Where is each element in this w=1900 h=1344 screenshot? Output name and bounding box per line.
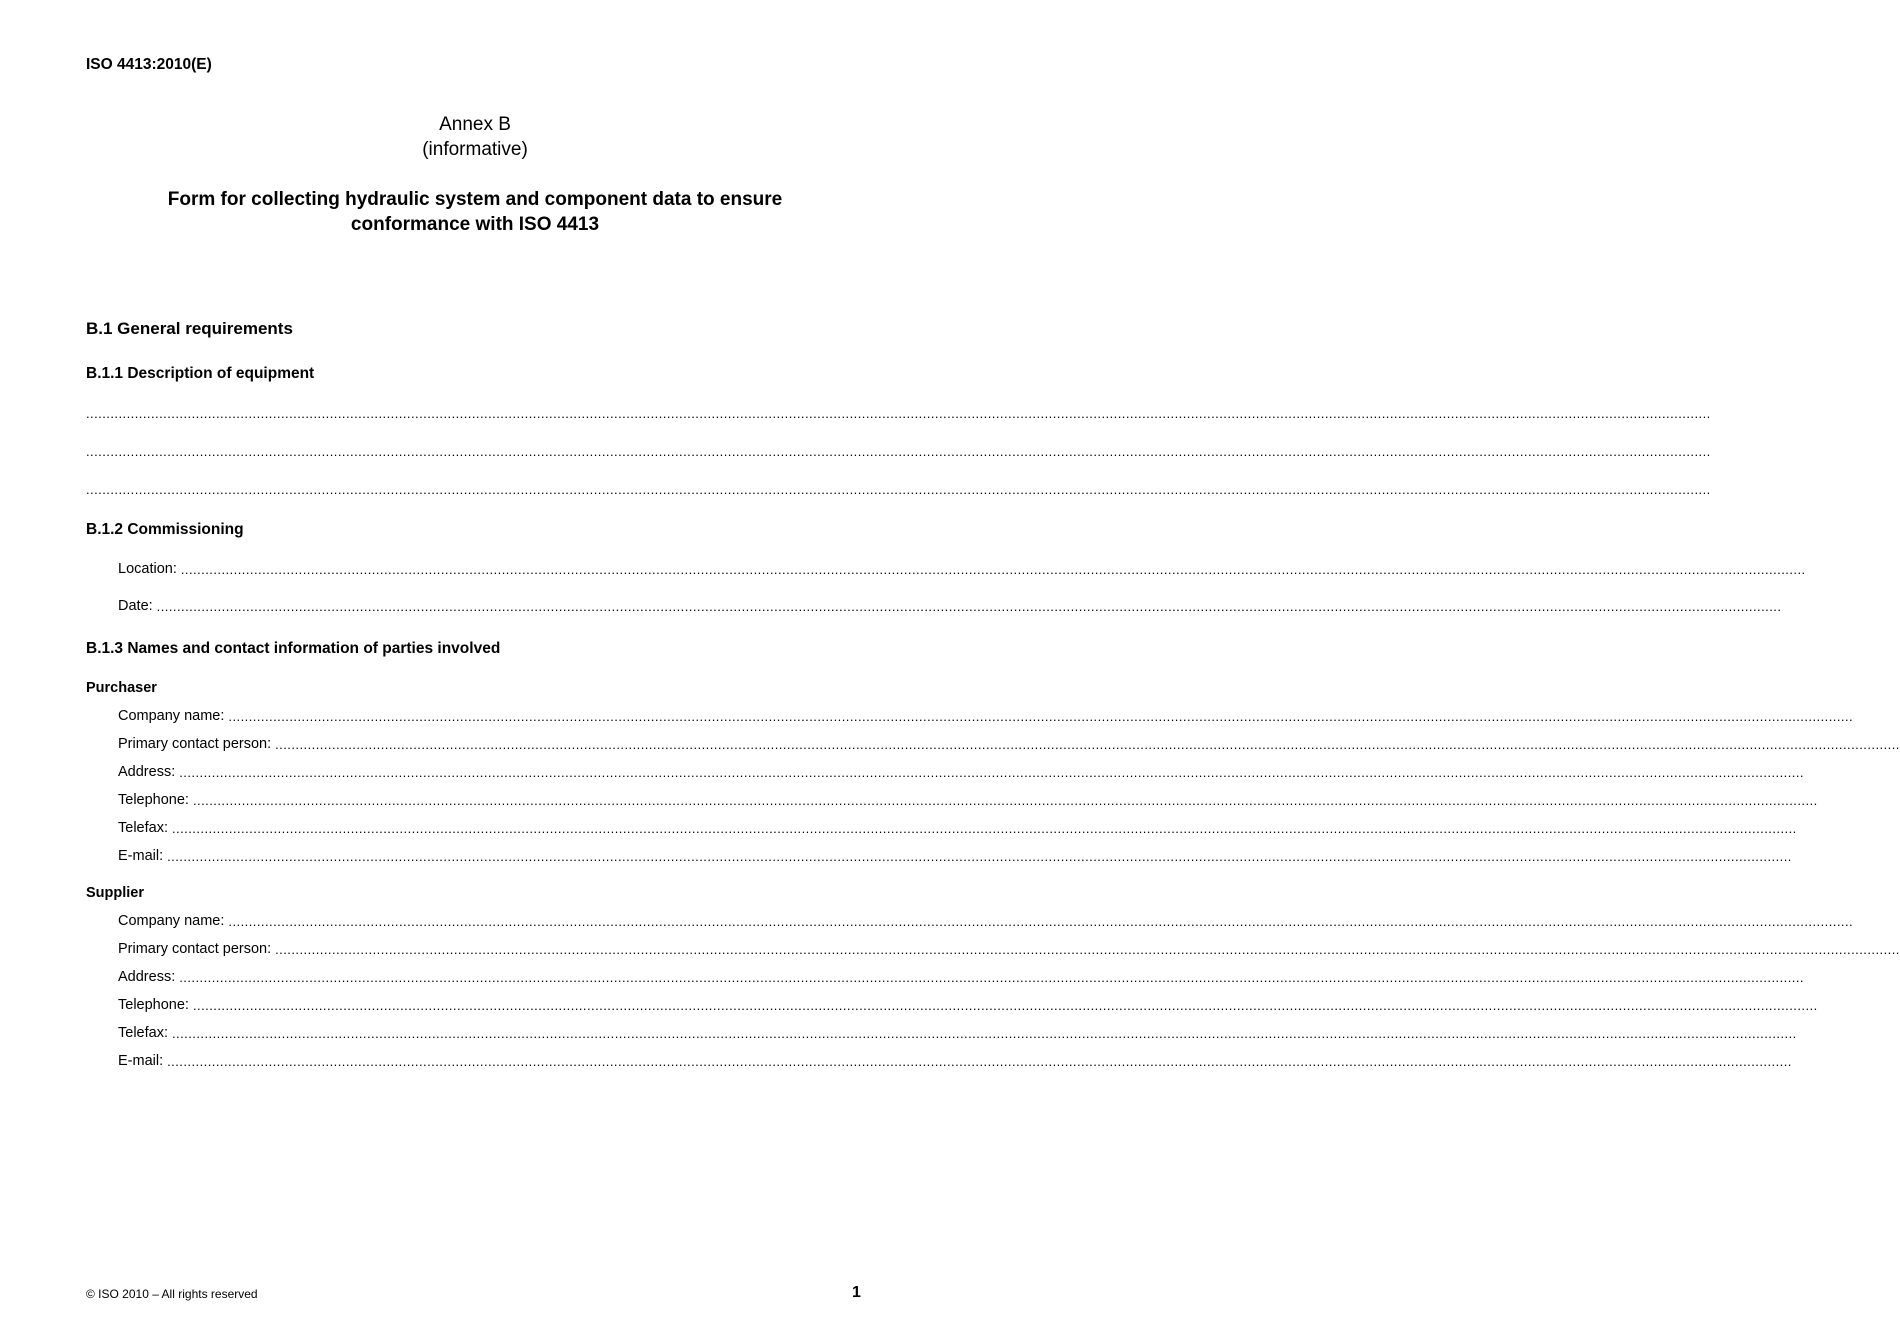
date-label: Date: xyxy=(118,598,153,614)
supplier-address-dots: ................................................................................................................................................................................................................................................................................................................................................................................................................ xyxy=(179,970,1804,985)
supplier-address-label: Address: xyxy=(118,969,176,985)
form-title-line-2: conformance with ISO 4413 xyxy=(350,213,600,235)
description-line-2[interactable]: ................................................................................................................................................................................................................................................................................................................................................................................................................ xyxy=(86,444,1711,459)
supplier-telefax-label: Telefax: xyxy=(118,1025,168,1041)
supplier-contact-label: Primary contact person: xyxy=(118,941,272,957)
annex-subtitle: (informative) xyxy=(422,139,528,160)
supplier-address-field[interactable] xyxy=(118,969,1804,987)
supplier-telephone-label: Telephone: xyxy=(118,997,189,1013)
purchaser-heading: Purchaser xyxy=(86,680,157,696)
purchaser-address-field[interactable] xyxy=(118,764,1804,782)
supplier-email-dots: ................................................................................................................................................................................................................................................................................................................................................................................................................ xyxy=(167,1054,1792,1069)
supplier-company-label: Company name: xyxy=(118,913,225,929)
section-b12-heading: B.1.2 Commissioning xyxy=(86,521,244,538)
section-b13-heading: B.1.3 Names and contact information of parties involved xyxy=(86,640,501,657)
purchaser-contact-field[interactable] xyxy=(118,736,1900,754)
purchaser-company-field[interactable] xyxy=(118,708,1854,726)
purchaser-contact-dots: ................................................................................................................................................................................................................................................................................................................................................................................................................ xyxy=(275,737,1900,752)
document-id: ISO 4413:2010(E) xyxy=(86,56,212,73)
supplier-email-field[interactable] xyxy=(118,1053,1792,1071)
purchaser-telefax-label: Telefax: xyxy=(118,820,168,836)
copyright-notice: © ISO 2010 – All rights reserved xyxy=(86,1287,258,1301)
purchaser-telefax-dots: ................................................................................................................................................................................................................................................................................................................................................................................................................ xyxy=(171,821,1797,836)
description-line-1[interactable]: ................................................................................................................................................................................................................................................................................................................................................................................................................ xyxy=(86,406,1711,421)
date-dots: ................................................................................................................................................................................................................................................................................................................................................................................................................ xyxy=(156,599,1782,614)
annex-title: Annex B xyxy=(439,114,511,135)
purchaser-telefax-field[interactable] xyxy=(118,820,1797,838)
purchaser-email-dots: ................................................................................................................................................................................................................................................................................................................................................................................................................ xyxy=(167,849,1792,864)
description-line-3[interactable]: ................................................................................................................................................................................................................................................................................................................................................................................................................ xyxy=(86,482,1711,497)
supplier-company-field[interactable] xyxy=(118,913,1854,931)
page-number: 1 xyxy=(852,1284,861,1301)
supplier-contact-field[interactable] xyxy=(118,941,1900,959)
form-title-line-1: Form for collecting hydraulic system and component data to ensure xyxy=(167,189,783,210)
purchaser-email-field[interactable] xyxy=(118,848,1792,866)
purchaser-telephone-field[interactable] xyxy=(118,792,1818,810)
purchaser-email-label: E-mail: xyxy=(118,848,164,864)
location-label: Location: xyxy=(118,561,177,577)
date-field[interactable] xyxy=(118,598,1782,616)
supplier-email-label: E-mail: xyxy=(118,1053,164,1069)
purchaser-address-dots: ................................................................................................................................................................................................................................................................................................................................................................................................................ xyxy=(179,765,1804,780)
supplier-heading: Supplier xyxy=(86,885,145,901)
section-b1-heading: B.1 General requirements xyxy=(86,319,293,338)
location-field[interactable] xyxy=(118,561,1806,579)
purchaser-company-label: Company name: xyxy=(118,708,225,724)
form-title xyxy=(0,188,950,237)
purchaser-telephone-dots: ................................................................................................................................................................................................................................................................................................................................................................................................................ xyxy=(192,793,1818,808)
section-b11-heading: B.1.1 Description of equipment xyxy=(86,365,315,382)
supplier-telefax-field[interactable] xyxy=(118,1025,1797,1043)
supplier-telephone-dots: ................................................................................................................................................................................................................................................................................................................................................................................................................ xyxy=(192,998,1818,1013)
purchaser-company-dots: ................................................................................................................................................................................................................................................................................................................................................................................................................ xyxy=(228,709,1854,724)
supplier-telefax-dots: ................................................................................................................................................................................................................................................................................................................................................................................................................ xyxy=(171,1026,1797,1041)
purchaser-contact-label: Primary contact person: xyxy=(118,736,272,752)
purchaser-telephone-label: Telephone: xyxy=(118,792,189,808)
supplier-contact-dots: ................................................................................................................................................................................................................................................................................................................................................................................................................ xyxy=(275,942,1900,957)
supplier-company-dots: ................................................................................................................................................................................................................................................................................................................................................................................................................ xyxy=(228,914,1854,929)
supplier-telephone-field[interactable] xyxy=(118,997,1818,1015)
location-dots: ................................................................................................................................................................................................................................................................................................................................................................................................................ xyxy=(180,562,1806,577)
purchaser-address-label: Address: xyxy=(118,764,176,780)
